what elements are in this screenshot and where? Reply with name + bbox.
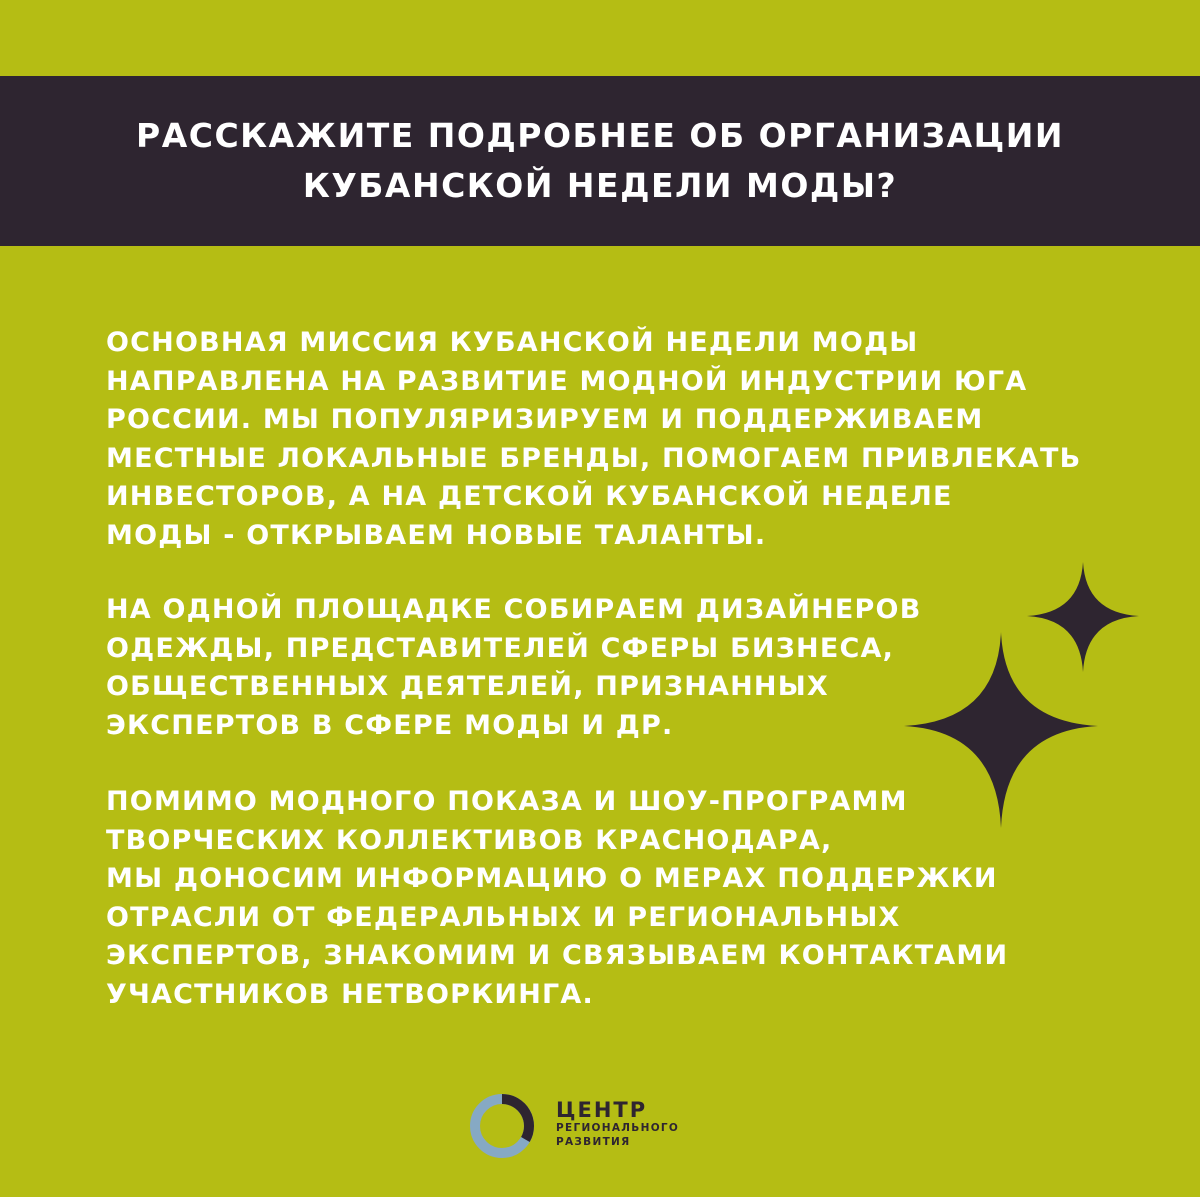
- paragraph-line: ЭКСПЕРТОВ, ЗНАКОМИМ И СВЯЗЫВАЕМ КОНТАКТАМИ: [106, 940, 1009, 971]
- paragraph-line: ЭКСПЕРТОВ В СФЕРЕ МОДЫ И ДР.: [106, 709, 674, 741]
- header-banner: [0, 76, 1200, 246]
- logo-text: [556, 1099, 679, 1149]
- logo-ring-icon: [468, 1092, 536, 1160]
- paragraph-line: ТВОРЧЕСКИХ КОЛЛЕКТИВОВ КРАСНОДАРА,: [106, 824, 833, 856]
- header-title-line-2: КУБАНСКОЙ НЕДЕЛИ МОДЫ?: [302, 166, 898, 205]
- paragraph-line: ОДЕЖДЫ, ПРЕДСТАВИТЕЛЕЙ СФЕРЫ БИЗНЕСА,: [106, 632, 895, 664]
- paragraph-line: МЫ ДОНОСИМ ИНФОРМАЦИЮ О МЕРАХ ПОДДЕРЖКИ: [106, 863, 998, 894]
- paragraph-line: МОДЫ - ОТКРЫВАЕМ НОВЫЕ ТАЛАНТЫ.: [106, 519, 767, 551]
- paragraph-line: ИНВЕСТОРОВ, А НА ДЕТСКОЙ КУБАНСКОЙ НЕДЕЛЕ: [106, 481, 953, 512]
- paragraph-line: НА ОДНОЙ ПЛОЩАДКЕ СОБИРАЕМ ДИЗАЙНЕРОВ: [106, 594, 922, 625]
- paragraph-line: МЕСТНЫЕ ЛОКАЛЬНЫЕ БРЕНДЫ, ПОМОГАЕМ ПРИВЛЕКАТЬ: [106, 442, 1082, 474]
- paragraph-line: УЧАСТНИКОВ НЕТВОРКИНГА.: [106, 978, 594, 1010]
- logo-subtitle-2: РАЗВИТИЯ: [556, 1136, 631, 1148]
- paragraph-line: РОССИИ. МЫ ПОПУЛЯРИЗИРУЕМ И ПОДДЕРЖИВАЕМ: [106, 404, 984, 435]
- header-title-line-1: РАССКАЖИТЕ ПОДРОБНЕЕ ОБ ОРГАНИЗАЦИИ: [136, 116, 1064, 155]
- logo-title: ЦЕНТР: [556, 1098, 648, 1122]
- large-sparkle-star-icon: [904, 632, 1098, 828]
- paragraph-line: ОБЩЕСТВЕННЫХ ДЕЯТЕЛЕЙ, ПРИЗНАННЫХ: [106, 671, 829, 702]
- paragraph-line: ОТРАСЛИ ОТ ФЕДЕРАЛЬНЫХ И РЕГИОНАЛЬНЫХ: [106, 901, 901, 933]
- paragraph-mission: [106, 324, 1086, 555]
- paragraph-line: НАПРАВЛЕНА НА РАЗВИТИЕ МОДНОЙ ИНДУСТРИИ ЮГА: [106, 365, 1028, 397]
- paragraph-line: ПОМИМО МОДНОГО ПОКАЗА И ШОУ-ПРОГРАММ: [106, 786, 908, 817]
- paragraph-line: ОСНОВНАЯ МИССИЯ КУБАНСКОЙ НЕДЕЛИ МОДЫ: [106, 327, 919, 358]
- logo-subtitle-1: РЕГИОНАЛЬНОГО: [556, 1122, 680, 1134]
